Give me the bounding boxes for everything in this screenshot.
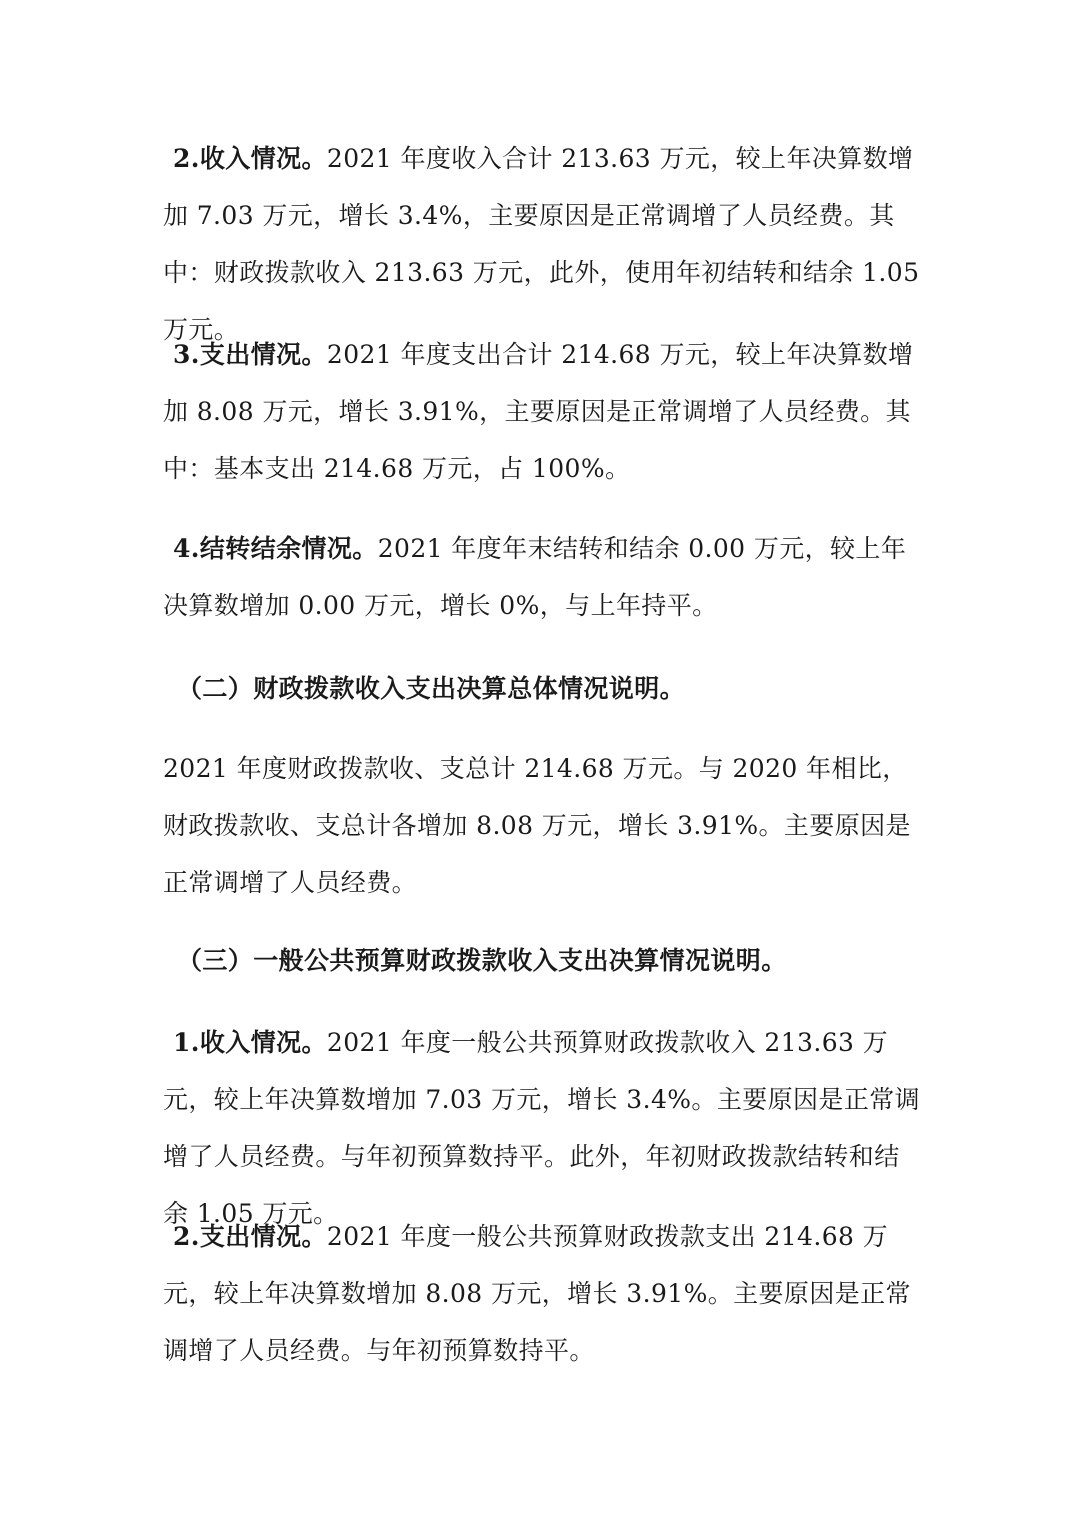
fiscal-total-text: 2021 年度财政拨款收、支总计 214.68 万元。与 2020 年相比，财政拨款收、支总计各增加 8.08 万元，增长 3.91%。主要原因是正常调增了人员经费。 [163,754,911,897]
gp-expense-text: 2021 年度一般公共预算财政拨款支出 214.68 万元，较上年决算数增加 8.08 万元，增长 3.91%。主要原因是正常调增了人员经费。与年初预算数持平。 [163,1222,911,1365]
carryover-label: 4.结转结余情况。 [173,534,378,563]
carryover-paragraph [163,520,923,634]
income-label: 2.收入情况。 [173,144,327,173]
gp-expense-label: 2.支出情况。 [173,1222,327,1251]
expense-label: 3.支出情况。 [173,340,327,369]
fiscal-total-paragraph [163,740,923,911]
section-heading-2: （二）财政拨款收入支出决算总体情况说明。 [177,674,686,703]
income-paragraph [163,130,923,358]
gp-income-text: 2021 年度一般公共预算财政拨款收入 213.63 万元，较上年决算数增加 7.03 万元，增长 3.4%。主要原因是正常调增了人员经费。与年初预算数持平。此外，年初财政拨款结转和结余 1.05 万元。 [163,1028,921,1228]
section-heading-3: （三）一般公共预算财政拨款收入支出决算情况说明。 [177,946,787,975]
gp-expense-paragraph [163,1208,923,1379]
carryover-text: 2021 年度年末结转和结余 0.00 万元，较上年决算数增加 0.00 万元，增长 0%，与上年持平。 [163,534,907,620]
expense-text: 2021 年度支出合计 214.68 万元，较上年决算数增加 8.08 万元，增长 3.91%，主要原因是正常调增了人员经费。其中：基本支出 214.68 万元，占 100%。 [163,340,914,483]
gp-income-label: 1.收入情况。 [173,1028,327,1057]
expense-paragraph [163,326,923,497]
income-text: 2021 年度收入合计 213.63 万元，较上年决算数增加 7.03 万元，增长 3.4%，主要原因是正常调增了人员经费。其中：财政拨款收入 213.63 万元，此外，使用年初结转和结余 1.05 万元。 [163,144,920,344]
